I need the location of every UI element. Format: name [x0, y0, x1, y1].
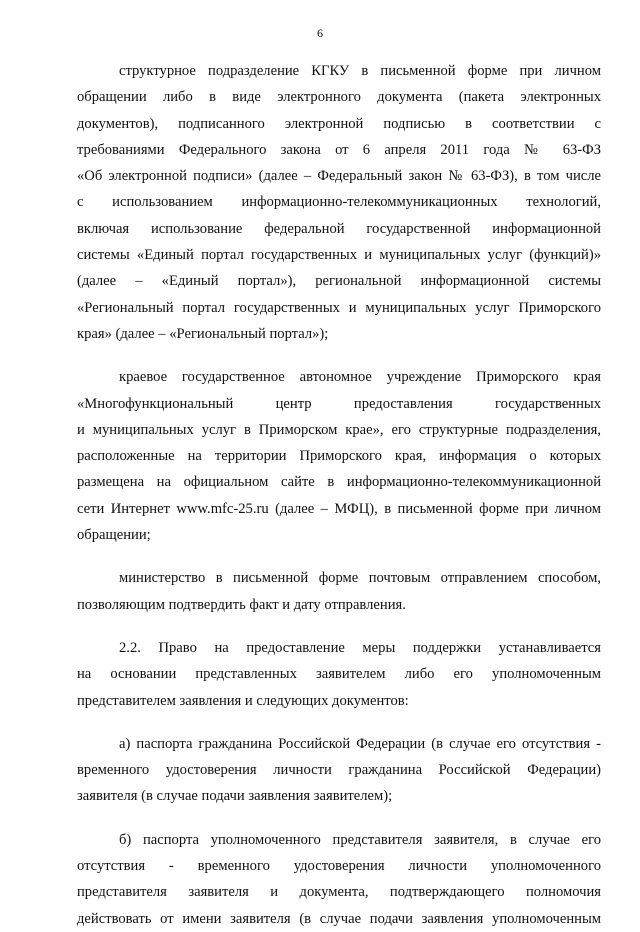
text-line: заявителя (в случае подачи заявления заявителем);	[77, 788, 393, 805]
text-line: на основании представленных заявителем либо его уполномоченным	[77, 666, 601, 683]
text-line: а) паспорта гражданина Российской Федерации (в случае его отсутствия -	[119, 735, 601, 752]
text-line: краевое государственное автономное учреждение Приморского края	[119, 369, 601, 386]
text-line: включая использование федеральной государственной информационной	[77, 220, 601, 237]
text-line: и муниципальных услуг в Приморском крае», его структурные подразделения,	[77, 421, 601, 438]
paragraph-gap	[77, 618, 601, 635]
text-line: структурное подразделение КГКУ в письменной форме при личном	[119, 63, 601, 79]
text-line: временного удостоверения личности гражданина Российской Федерации)	[77, 762, 601, 779]
text-line: представителем заявления и следующих документов:	[77, 692, 409, 709]
paragraph-gap	[77, 810, 601, 827]
text-line: обращении;	[77, 527, 151, 544]
paragraph-gap	[77, 347, 601, 364]
text-line: края» (далее – «Региональный портал»);	[77, 325, 329, 342]
text-line: системы «Единый портал государственных и муниципальных услуг (функций)»	[77, 247, 601, 264]
text-line: «Многофункциональный центр предоставления государственных	[77, 395, 601, 412]
text-line: б) паспорта уполномоченного представителя заявителя, в случае его	[119, 831, 601, 848]
text-line: расположенные на территории Приморского края, информация о которых	[77, 448, 601, 465]
text-line: действовать от имени заявителя (в случае подачи заявления уполномоченным	[77, 910, 601, 927]
paragraph-gap	[77, 548, 601, 565]
text-line: представителя заявителя и документа, подтверждающего полномочия	[77, 884, 601, 901]
document-body	[77, 58, 601, 932]
text-line: сети Интернет www.mfc-25.ru (далее – МФЦ), в письменной форме при личном	[77, 500, 601, 517]
text-line: требованиями Федерального закона от 6 апреля 2011 года № 63-ФЗ	[77, 141, 601, 158]
text-line: отсутствия - временного удостоверения личности уполномоченного	[77, 858, 601, 875]
paragraph-gap	[77, 714, 601, 731]
text-line: документов), подписанного электронной подписью в соответствии с	[77, 115, 601, 132]
text-line: 2.2. Право на предоставление меры поддержки устанавливается	[119, 639, 601, 656]
text-line: размещена на официальном сайте в информационно-телекоммуникационной	[77, 474, 601, 491]
text-line: обращении либо в виде электронного документа (пакета электронных	[77, 89, 601, 106]
text-line: позволяющим подтвердить факт и дату отправления.	[77, 596, 406, 613]
text-line: (далее – «Единый портал»), региональной информационной системы	[77, 273, 601, 290]
text-line: министерство в письменной форме почтовым отправлением способом,	[119, 570, 601, 587]
text-line: с использованием информационно-телекоммуникационных технологий,	[77, 194, 601, 211]
page-number: 6	[317, 26, 323, 40]
text-line: «Об электронной подписи» (далее – Федеральный закон № 63-ФЗ), в том числе	[77, 168, 601, 185]
text-line: «Региональный портал государственных и муниципальных услуг Приморского	[77, 299, 601, 316]
